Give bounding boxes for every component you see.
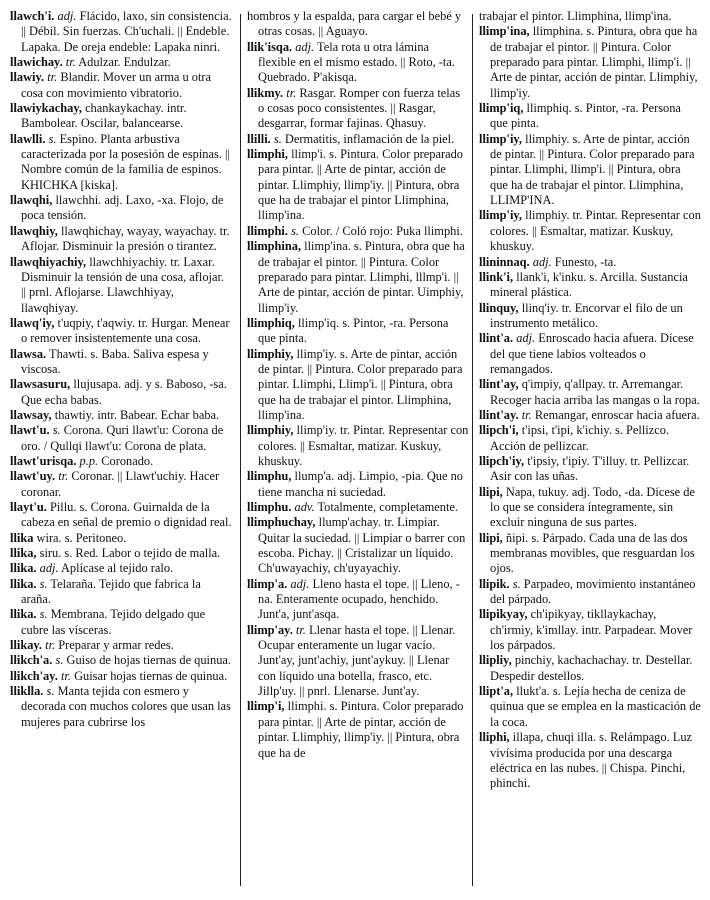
entry-headword: llawsa. [10,346,47,361]
entry-definition: llimp'i. s. Pintura. Color preparado para pintar. || Arte de pintar, acción de pintar. Llimphiy, llimp'iy. || Pintura, obra que ha de trabajar el pintor Llimphina, llimp'ina. [258,147,463,223]
entry-grammar: tr. [65,55,76,70]
entry-definition: chankaykachay. intr. Bambolear. Oscilar, balancearse. [21,101,187,131]
entry-definition: Lleno hasta el tope. || Lleno, -na. Enteramente ocupado, henchido. Junt'a, junt'asqa. [258,576,460,622]
dictionary-entry [10,577,232,608]
dictionary-entry [10,408,232,423]
entry-headword: llika. [10,576,37,591]
entry-headword: lliphi, [479,730,510,745]
entry-definition: Totalmente, completamente. [317,500,459,514]
entry-headword: llipch'iy, [479,453,525,468]
dictionary-entry [479,132,701,209]
entry-grammar: tr. [521,407,532,422]
entry-headword: llimp'ay. [247,622,293,637]
column-1 [10,9,232,730]
dictionary-entry [10,316,232,347]
entry-grammar: s. [512,576,521,591]
entry-headword: llawqhiyachiy, [10,254,87,269]
entry-headword: llawqhiy, [10,223,58,238]
entry-headword: llipikyay, [479,607,528,622]
entry-headword: llint'ay, [479,377,519,392]
entry-definition: Parpadeo, movimiento instantáneo del párpado. [490,576,696,607]
entry-headword: llawlli. [10,131,46,146]
entry-headword: llimphu, [247,469,292,484]
entry-definition: llujusapa. adj. y s. Baboso, -sa. Que echa babas. [21,377,227,407]
entry-definition: Napa, tukuy. adj. Todo, -da. Dícese de lo que se considera íntegramente, sin excluir ninguna de sus partes. [490,484,695,530]
entry-definition: llimphina. s. Pintura, obra que ha de trabajar el pintor. || Pintura. Color preparado para pintar. Llimphi, llimp'i. || Arte de pintar, acción de pintar. Llimphiy, llimp'iy. [490,24,698,100]
entry-headword: llawsay, [10,407,52,422]
entry-headword: llawsasuru, [10,377,71,392]
entry-headword: llika. [10,607,37,622]
entry-grammar: adj. [290,576,310,591]
dictionary-entry [479,9,701,24]
entry-definition: llimphiy. tr. Pintar. Representar con colores. || Esmaltar, matizar. Kuskuy, khuskuy. [490,208,701,254]
column-3 [479,9,701,792]
entry-headword: llint'ay. [479,407,519,422]
entry-headword: llawt'urisqa. [10,453,77,468]
dictionary-entry [479,377,701,408]
entry-grammar: s. [273,131,282,146]
entry-definition: llump'achay. tr. Limpiar. Quitar la suciedad. || Limpiar o barrer con escoba. Pichay. || Cristalizar un líquido. Ch'uwayachiy, ch'uyayachiy. [258,515,466,576]
entry-definition: Adulzar. Endulzar. [78,55,171,70]
entry-definition: Manta tejida con esmero y decorada con muchos colores que usan las mujeres para cubrirse los [21,684,231,729]
dictionary-entry [479,684,701,730]
entry-headword: llipt'a, [479,684,514,699]
entry-grammar: adj. [39,561,59,576]
entry-grammar: s. [39,607,48,622]
entry-headword: llawiykachay, [10,101,82,116]
entry-grammar: adj. [295,39,315,54]
entry-definition: llimphiq. s. Pintor, -ra. Persona que pinta. [490,101,681,131]
entry-headword: llimp'i, [247,699,285,714]
entry-definition: Funesto, -ta. [554,254,617,269]
dictionary-entry [479,485,701,531]
entry-headword: llika. [10,561,37,576]
entry-headword: llimphi. [247,223,288,238]
entry-definition: Coronado. [101,453,154,468]
entry-headword: llawiy. [10,70,45,85]
dictionary-entry [479,653,701,684]
entry-definition: Remangar, enroscar hacia afuera. [534,407,700,422]
entry-headword: llimp'ina, [479,24,530,39]
entry-definition: t'ipsi, t'ipi, k'ichiy. s. Pellizco. Acción de pellizcar. [490,423,670,453]
entry-headword: llimphi, [247,147,288,162]
dictionary-entry [247,623,469,700]
dictionary-entry [479,408,701,423]
dictionary-entry [247,316,469,347]
entry-grammar: adv. [294,500,315,514]
entry-definition: Membrana. Tejido delgado que cubre las vísceras. [21,607,206,637]
dictionary-entry [479,577,701,608]
entry-headword: llinquy, [479,300,519,315]
dictionary-entry [479,331,701,377]
entry-definition: Corona. Quri llawt'u: Corona de oro. / Qullqi llawt'u: Corona de plata. [21,423,224,453]
entry-headword: llipi, [479,530,503,545]
entry-grammar: s. [39,576,48,591]
entry-headword: llilli. [247,131,271,146]
entry-definition: q'impiy, q'allpay. tr. Arremangar. Recoger hacia arriba las mangas o la ropa. [490,377,700,407]
dictionary-entry [247,224,469,239]
dictionary-entry [247,469,469,500]
entry-headword: llawqhi, [10,193,53,208]
entry-definition: Thawti. s. Baba. Saliva espesa y viscosa. [21,346,209,376]
entry-definition: Pillu. s. Corona. Guirnalda de la cabeza en señal de premio o dignidad real. [21,500,232,530]
entry-definition: Llenar hasta el tope. || Llenar. Ocupar enteramente un lugar vacío. Junt'ay, junt'achiy, junt'aykuy. || Llenar con líquido una botella, frasco, etc. Jillp'uy. || pnrl. Llenarse. Junt'ay. [258,622,456,699]
entry-headword: llawt'uy. [10,469,56,484]
entry-headword: llikch'ay. [10,668,58,683]
entry-headword: llininnaq. [479,254,530,269]
entry-headword: llikllа. [10,684,44,699]
entry-grammar: adj. [57,9,77,23]
entry-definition: Guiso de hojas tiernas de quinua. [66,653,231,668]
entry-definition: llimphiy. s. Arte de pintar, acción de pintar. || Pintura. Color preparado para pintar. Llimphi, llimp'i. || Pintura, obra que ha de trabajar el pintor. Llimphina, LLIMP'INA. [490,131,695,208]
entry-definition: Tela rota u otra lámina flexible en el mismo estado. || Roto, -ta. Quebrado. P'akisqa. [258,39,455,85]
dictionary-entry [479,208,701,254]
column-2 [247,9,469,761]
entry-grammar: tr. [45,638,56,653]
dictionary-entry [10,55,232,70]
dictionary-entry [10,653,232,668]
entry-definition: llump'a. adj. Limpio, -pia. Que no tiene mancha ni suciedad. [258,469,463,499]
entry-definition: Coronar. || Llawt'uchiy. Hacer coronar. [21,469,220,499]
entry-definition: Blandir. Mover un arma u otra cosa con movimiento vibratorio. [21,70,212,100]
dictionary-entry [10,377,232,408]
dictionary-entry [10,70,232,101]
dictionary-entry [10,531,232,546]
entry-grammar: adj. [532,254,552,269]
dictionary-entry [479,301,701,332]
dictionary-entry [479,423,701,454]
entry-headword: llimp'a. [247,576,288,591]
entry-definition: llimp'ina. s. Pintura, obra que ha de trabajar el pintor. || Pintura. Color preparado para pintar. Llimphi, lllmp'i. || Arte de pintar, acción de pintar. Uimphiy, llimp'iy. [258,239,465,315]
entry-definition: llukt'a. s. Lejía hecha de ceniza de quinua que se emplea en la masticación de la coca. [490,684,701,729]
entry-headword: llimphu. [247,500,292,514]
dictionary-entry [10,423,232,454]
dictionary-entry [479,531,701,577]
entry-definition: llimp'iy. tr. Pintar. Representar con colores. || Esmaltar, matizar. Kuskuy, khuskuy. [258,423,469,468]
entry-headword: llimphiy, [247,346,294,361]
entry-definition: Guisar hojas tiernas de quinua. [74,668,228,683]
entry-definition: siru. s. Red. Labor o tejido de malla. [39,546,221,561]
entry-headword: llikay. [10,638,43,653]
entry-definition: llawchhiyachiy. tr. Laxar. Disminuir la tensión de una cosa, aflojar. || prnl. Aflojarse. Llawchhiyay, llawqhiyay. [21,254,225,315]
entry-definition: thawtiy. intr. Babear. Echar baba. [54,407,220,422]
column-divider [472,14,473,886]
dictionary-entry [10,607,232,638]
dictionary-entry [10,347,232,378]
dictionary-entry [247,147,469,224]
entry-definition: Preparar y armar redes. [58,638,174,653]
entry-headword: llimphina, [247,239,302,254]
entry-definition: t'ipsiy, t'ipiy. T'illuy. tr. Pellizcar. Asir con las uñas. [490,453,690,484]
entry-grammar: s. [48,131,57,146]
dictionary-entry [10,454,232,469]
entry-headword: llimphiy, [247,423,294,438]
dictionary-entry [479,255,701,270]
entry-definition: llank'i, k'inku. s. Arcilla. Sustancia mineral plástica. [490,269,688,300]
entry-definition: llawqhichay, wayay, wayachay. tr. Aflojar. Disminuir la presión o tirantez. [21,223,230,254]
entry-grammar: tr. [295,622,306,637]
entry-grammar: p.p. [79,453,99,468]
entry-definition: Aplícase al tejido ralo. [60,561,174,576]
dictionary-entry [247,423,469,469]
entry-definition: pinchiy, kachachachay. tr. Destellar. Despedir destellos. [490,653,693,683]
dictionary-entry [247,86,469,132]
dictionary-entry [10,638,232,653]
dictionary-entry [247,347,469,424]
entry-grammar: tr. [60,668,71,683]
entry-definition: llinq'iy. tr. Encorvar el filo de un instrumento metálico. [490,300,683,330]
dictionary-entry [10,684,232,730]
dictionary-entry [10,193,232,224]
entry-headword: llimp'iq, [479,101,524,116]
entry-headword: llimp'iy, [479,208,523,223]
entry-definition: ch'ipikyay, tikllaykachay, ch'irmiy, k'imllay. intr. Parpadear. Mover los párpados. [490,607,693,653]
entry-definition: ñipi. s. Párpado. Cada una de las dos membranas movibles, que resguardan los ojos. [490,530,695,576]
dictionary-entry [479,270,701,301]
entry-definition: illapa, chuqi illa. s. Relámpago. Luz vivísima producida por una descarga eléctrica en las nubes. || Chispa. Pinchi, phinchi. [490,730,693,791]
entry-grammar: adj. [516,331,536,346]
dictionary-entry [247,40,469,86]
entry-definition: Color. / Coló rojo: Puka llimphi. [302,223,463,238]
entry-headword: llikmy. [247,85,284,100]
dictionary-entry [247,500,469,515]
dictionary-entry [479,607,701,653]
entry-definition: Telaraña. Tejido que fabrica la araña. [21,576,201,607]
column-divider [240,14,241,886]
entry-definition: Dermatitis, inflamación de la piel. [284,131,455,146]
entry-grammar: tr. [47,70,58,85]
dictionary-entry [479,454,701,485]
entry-grammar: s. [55,653,64,668]
entry-headword: llawt'u. [10,423,50,438]
dictionary-entry [479,730,701,791]
entry-headword: llipi, [479,484,503,499]
dictionary-entry [247,577,469,623]
entry-definition: hombros y la espalda, para cargar el bebé y otras cosas. || Aguayo. [247,9,462,39]
entry-headword: llawichay. [10,55,63,70]
dictionary-entry [10,669,232,684]
dictionary-entry [10,546,232,561]
dictionary-entry [247,515,469,576]
dictionary-entry [10,101,232,132]
entry-definition: llimp'iq. s. Pintor, -ra. Persona que pinta. [258,315,449,346]
entry-headword: llint'a. [479,331,514,346]
entry-headword: llipch'i, [479,423,519,438]
entry-headword: llink'i, [479,269,514,284]
entry-headword: llawch'i. [10,9,55,23]
dictionary-entry [10,132,232,193]
dictionary-entry [10,469,232,500]
dictionary-entry [479,101,701,132]
entry-definition: wira. s. Peritoneo. [36,530,127,545]
entry-grammar: tr. [286,85,297,100]
entry-definition: llawchhi. adj. Laxo, -xa. Flojo, de poca tensión. [21,193,224,223]
entry-headword: llik'isqa. [247,39,293,54]
entry-headword: llayt'u. [10,500,47,514]
entry-headword: llipliy, [479,653,512,668]
entry-definition: Flácido, laxo, sin consistencia. || Débil. Sin fuerzas. Ch'uchali. || Endeble. Lapaka. De oreja endeble: Lapaka ninri. [21,9,232,54]
entry-headword: llika [10,530,34,545]
entry-definition: Enroscado hacia afuera. Dícese del que tiene labios volteados o remangados. [490,331,694,376]
entry-grammar: s. [46,684,55,699]
entry-grammar: tr. [58,469,69,484]
dictionary-entry [10,500,232,531]
entry-headword: llimp'iy, [479,131,523,146]
dictionary-entry [247,239,469,316]
entry-headword: llipik. [479,576,510,591]
entry-definition: Rasgar. Romper con fuerza telas o cosas poco consistentes. || Rasgar, desgarrar, formar fajinas. Qhasuy. [258,85,461,131]
entry-definition: llimp'iy. s. Arte de pintar, acción de pintar. || Pintura. Color preparado para pintar. Llimphi, Llimp'i. || Pintura, obra que ha de trabajar el pintor. Llimphina, llimp'ina. [258,346,463,422]
dictionary-entry [10,9,232,55]
entry-headword: llawq'iy, [10,315,55,330]
entry-headword: llimphuchay, [247,515,316,530]
dictionary-entry [10,224,232,255]
entry-grammar: s. [52,423,61,438]
entry-definition: trabajar el pintor. Llimphina, llimp'ina. [479,9,672,23]
dictionary-entry [247,132,469,147]
dictionary-entry [247,699,469,760]
dictionary-entry [10,561,232,576]
entry-definition: Espino. Planta arbustiva caracterizada por la posesión de espinas. || Nombre común de la familia de espinos. KHICHKA [kiska]. [21,131,230,192]
entry-headword: llimphiq, [247,315,295,330]
dictionary-entry [247,9,469,40]
entry-definition: t'uqpiy, t'aqwiy. tr. Hurgar. Menear o remover insistentemente una cosa. [21,315,230,346]
dictionary-entry [479,24,701,101]
entry-headword: llika, [10,546,37,561]
dictionary-entry [10,255,232,316]
entry-grammar: s. [291,223,300,238]
entry-definition: llimphi. s. Pintura. Color preparado para pintar. || Arte de pintar, acción de pintar. Llimphiy, llimp'iy. || Pintura, obra que ha de [258,699,464,760]
entry-headword: llikch'a. [10,653,53,668]
